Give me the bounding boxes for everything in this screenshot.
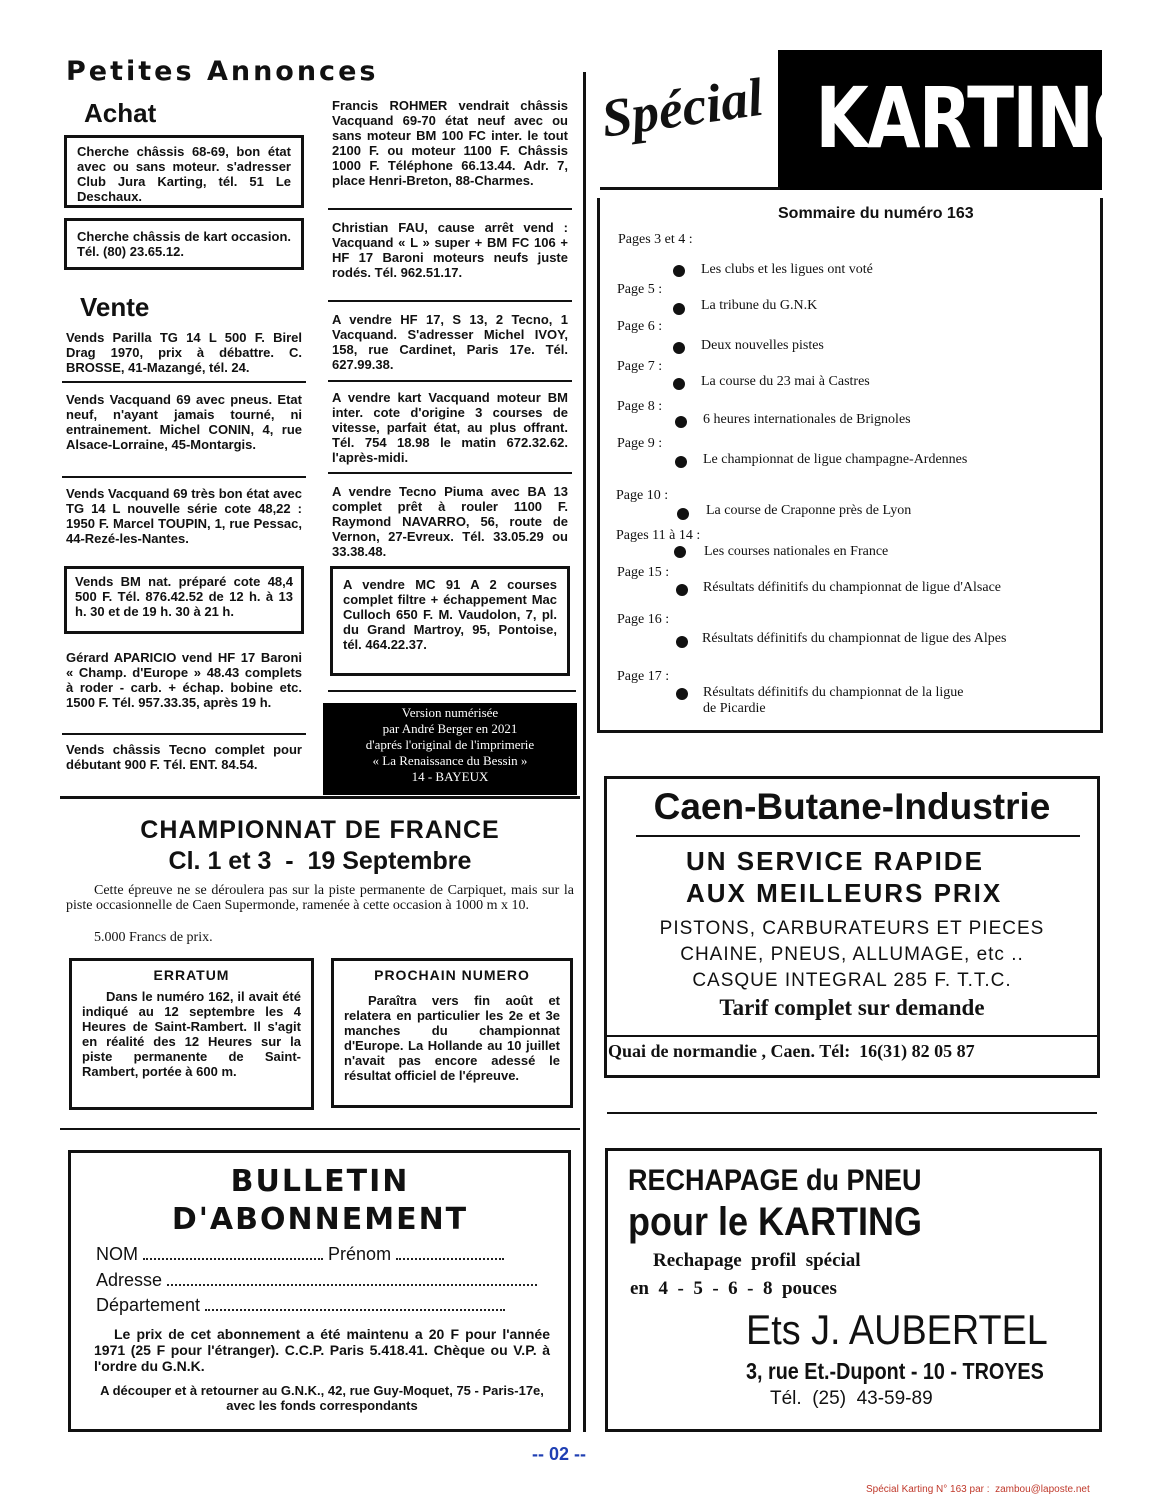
- toc-page-1: Pages 3 et 4 :: [618, 232, 693, 247]
- version-note-line-4: « La Renaissance du Bessin »: [372, 753, 528, 768]
- caen-line-2: AUX MEILLEURS PRIX: [686, 878, 1003, 908]
- bullet-icon: [673, 265, 685, 277]
- prochain-text: Paraîtra vers fin août et relatera en particulier les 2e et 3e manches du championnat d'Europe. La Hollande au 10 juillet n'avait pas encore adessé le résultat officiel de l'épreuve.: [344, 993, 560, 1083]
- toc-item-11-cont: de Picardie: [703, 701, 766, 716]
- toc-page-5: Page 8 :: [617, 399, 663, 414]
- caen-address-rule: [606, 1035, 1098, 1037]
- nom-row: [96, 1244, 546, 1265]
- departement-label: Département: [96, 1295, 201, 1315]
- bullet-icon: [674, 546, 686, 558]
- erratum-box: [69, 958, 314, 1110]
- vente-ad-6: Vends châssis Tecno complet pour débutant 900 F. Tél. ENT. 84.54.: [66, 742, 302, 772]
- toc-item-7[interactable]: La course de Craponne près de Lyon: [706, 503, 912, 518]
- masthead-karting: KARTING: [815, 69, 1148, 167]
- bullet-icon: [673, 303, 685, 315]
- rechapage-line-4: en 4 - 5 - 6 - 8 pouces: [630, 1278, 837, 1299]
- toc-page-2: Page 5 :: [617, 282, 663, 297]
- bulletin-title-2: D'ABONNEMENT: [171, 1202, 469, 1237]
- toc-item-11[interactable]: Résultats définitifs du championnat de la ligue: [703, 685, 964, 700]
- divider: [62, 381, 306, 383]
- divider: [328, 690, 576, 692]
- section-divider: [607, 1112, 1097, 1114]
- bullet-icon: [673, 342, 685, 354]
- departement-field[interactable]: [205, 1299, 505, 1311]
- prochain-title: PROCHAIN NUMERO: [374, 967, 530, 983]
- erratum-title: ERRATUM: [153, 967, 230, 983]
- toc-item-3[interactable]: Deux nouvelles pistes: [701, 338, 824, 353]
- masthead-karting-block: [778, 50, 1148, 190]
- bullet-icon: [675, 416, 687, 428]
- bullet-icon: [676, 688, 688, 700]
- vente-ad-12-text: A vendre MC 91 A 2 courses complet filtre + échappement Mac Culloch 650 F. M. Vaudolon, 7, pl. du Grand Martroy, 95, Pontoise, tél. 464.22.37.: [343, 577, 557, 652]
- version-note-line-5: 14 - BAYEUX: [411, 769, 489, 784]
- section-divider: [60, 1128, 580, 1130]
- vente-ad-12: [330, 566, 570, 676]
- achat-ad-1: [64, 135, 304, 208]
- caen-line-1: UN SERVICE RAPIDE: [686, 846, 984, 876]
- prochain-box: [331, 958, 573, 1108]
- version-note-line-1: Version numérisée: [401, 705, 499, 720]
- toc-page-8: Pages 11 à 14 :: [616, 528, 701, 543]
- caen-tarif: Tarif complet sur demande: [719, 995, 985, 1020]
- adresse-label: Adresse: [96, 1270, 163, 1290]
- toc-item-8[interactable]: Les courses nationales en France: [704, 544, 889, 559]
- bullet-icon: [676, 636, 688, 648]
- departement-row: [96, 1295, 546, 1316]
- vente-ad-2: Vends Vacquand 69 avec pneus. Etat neuf, n'ayant jamais tourné, ni entrainement. Michel CONIN, 4, rue Alsace-Lorraine, 45-Montargis.: [66, 392, 302, 452]
- caen-address: Quai de normandie , Caen. Tél: 16(31) 82 05 87: [608, 1041, 975, 1061]
- erratum-text: Dans le numéro 162, il avait été indiqué au 12 septembre les 4 Heures de Saint-Rambert. Il s'agit en réalité des 12 Heures sur la piste permanente de Saint-Rambert, portée à 600 m.: [82, 989, 301, 1079]
- caen-line-5: CASQUE INTEGRAL 285 F. T.T.C.: [692, 970, 1012, 991]
- adresse-field[interactable]: [167, 1274, 537, 1286]
- nom-field[interactable]: [143, 1248, 323, 1260]
- toc-item-5[interactable]: 6 heures internationales de Brignoles: [703, 412, 911, 427]
- toc-page-11: Page 17 :: [617, 669, 670, 684]
- vente-ad-9: A vendre HF 17, S 13, 2 Tecno, 1 Vacquand. S'adresser Michel IVOY, 158, rue Cardinet, Paris 17e. Tél. 627.99.38.: [332, 312, 568, 372]
- vente-ad-4-text: Vends BM nat. préparé cote 48,4 500 F. Tél. 876.42.52 de 12 h. à 13 h. 30 et de 19 h. 30 à 21 h.: [75, 574, 293, 619]
- championnat-prize: 5.000 Francs de prix.: [94, 930, 213, 945]
- bullet-icon: [677, 508, 689, 520]
- toc-item-2[interactable]: La tribune du G.N.K: [701, 298, 818, 313]
- bullet-icon: [673, 378, 685, 390]
- section-divider: [60, 796, 580, 799]
- divider: [328, 380, 572, 382]
- rechapage-line-3: Rechapage profil spécial: [653, 1250, 861, 1271]
- divider: [328, 472, 572, 474]
- toc-page-9: Page 15 :: [617, 565, 670, 580]
- adresse-row: [96, 1270, 546, 1291]
- toc-page-6: Page 9 :: [617, 436, 663, 451]
- divider: [62, 733, 306, 735]
- toc-item-9[interactable]: Résultats définitifs du championnat de ligue d'Alsace: [703, 580, 1002, 595]
- rechapage-company: Ets J. AUBERTEL: [746, 1306, 1048, 1353]
- vente-ad-8: Christian FAU, cause arrêt vend : Vacquand « L » super + BM FC 106 + HF 17 Baroni moteurs neufs juste rodés. Tél. 962.51.17.: [332, 220, 568, 280]
- rechapage-tel: Tél. (25) 43-59-89: [770, 1388, 933, 1409]
- bulletin-decouper: A découper et à retourner au G.N.K., 42, rue Guy-Moquet, 75 - Paris-17e, avec les fonds correspondants: [100, 1383, 544, 1413]
- vente-heading: Vente: [80, 292, 150, 322]
- bulletin-price-text: Le prix de cet abonnement a été maintenu a 20 F pour l'année 1971 (25 F pour l'étranger). C.C.P. Paris 5.418.41. Chèque ou V.P. à l'ordre du G.N.K.: [94, 1326, 550, 1374]
- version-note-line-2: par André Berger en 2021: [382, 721, 518, 736]
- caen-butane-name: Caen-Butane-Industrie: [653, 786, 1051, 827]
- championnat-body: Cette épreuve ne se déroulera pas sur la piste permanente de Carpiquet, mais sur la piste occasionnelle de Caen Supermonde, ramenée à cette occasion à 1000 m x 10.: [66, 883, 574, 913]
- caen-butane-rule: [636, 835, 1080, 837]
- championnat-text: [66, 883, 574, 913]
- toc-item-1[interactable]: Les clubs et les ligues ont voté: [701, 262, 873, 277]
- achat-ad-2-text: Cherche châssis de kart occasion. Tél. (80) 23.65.12.: [77, 229, 291, 259]
- bulletin-title-1: BULLETIN: [230, 1164, 410, 1199]
- divider: [328, 300, 572, 302]
- version-note-line-3: d'aprés l'original de l'imprimerie: [365, 737, 535, 752]
- championnat-title-2: Cl. 1 et 3 - 19 Septembre: [168, 847, 472, 875]
- vente-ad-10: A vendre kart Vacquand moteur BM inter. cote d'origine 3 courses de vitesse, parfait état, au plus offrant. Tél. 754 18.98 le matin 672.32.62. l'après-midi.: [332, 390, 568, 465]
- achat-ad-2: [64, 218, 304, 270]
- petites-annonces-title: Petites Annonces: [66, 56, 379, 87]
- toc-item-6[interactable]: Le championnat de ligue champagne-Ardennes: [703, 452, 968, 467]
- caen-line-4: CHAINE, PNEUS, ALLUMAGE, etc ..: [680, 944, 1024, 965]
- vente-ad-1: Vends Parilla TG 14 L 500 F. Birel Drag 1970, prix à débattre. C. BROSSE, 41-Mazangé, tél. 24.: [66, 330, 302, 375]
- footer-credit: Spécial Karting N° 163 par : zambou@laposte.net: [866, 1484, 1090, 1495]
- toc-item-4[interactable]: La course du 23 mai à Castres: [701, 374, 870, 389]
- masthead: [597, 50, 1148, 190]
- divider: [62, 476, 306, 478]
- bullet-icon: [676, 584, 688, 596]
- championnat-title-1: CHAMPIONNAT DE FRANCE: [140, 816, 500, 844]
- achat-heading: Achat: [84, 98, 157, 128]
- rechapage-address: 3, rue Et.-Dupont - 10 - TROYES: [746, 1358, 1044, 1384]
- masthead-underline: [600, 187, 780, 190]
- rechapage-line-1: RECHAPAGE du PNEU: [628, 1164, 922, 1197]
- vente-ad-7: Francis ROHMER vendrait châssis Vacquand 69-70 état neuf avec ou sans moteur BM 100 FC inter. le tout 2100 F. ou moteur 1100 F. Châssis 1000 F. Téléphone 66.13.44. Adr. 7, place Henri-Breton, 88-Charmes.: [332, 98, 568, 188]
- column-divider: [583, 72, 586, 1432]
- caen-line-3: PISTONS, CARBURATEURS ET PIECES: [659, 918, 1045, 939]
- toc-item-10[interactable]: Résultats définitifs du championnat de ligue des Alpes: [702, 631, 1007, 646]
- toc-page-3: Page 6 :: [617, 319, 663, 334]
- prenom-label: Prénom: [328, 1244, 392, 1264]
- achat-ad-1-text: Cherche châssis 68-69, bon état avec ou sans moteur. s'adresser Club Jura Karting, tél. 51 Le Deschaux.: [77, 144, 291, 204]
- rechapage-line-2: pour le KARTING: [628, 1200, 923, 1244]
- toc-page-10: Page 16 :: [617, 612, 670, 627]
- toc-page-4: Page 7 :: [617, 359, 663, 374]
- toc-page-7: Page 10 :: [616, 488, 669, 503]
- vente-ad-4: [64, 566, 304, 634]
- vente-ad-5: Gérard APARICIO vend HF 17 Baroni « Champ. d'Europe » 48.43 complets à roder - carb. + échap. bobine etc. 1500 F. Tél. 957.33.35, après 19 h.: [66, 650, 302, 710]
- sommaire-title: Sommaire du numéro 163: [778, 205, 974, 222]
- masthead-special: Spécial: [597, 66, 767, 149]
- vente-ad-3: Vends Vacquand 69 très bon état avec TG 14 L nouvelle série cote 48,22 : 1950 F. Marcel TOUPIN, 1, rue Pessac, 44-Rezé-les-Nantes.: [66, 486, 302, 546]
- version-note: [323, 703, 577, 795]
- vente-ad-11: A vendre Tecno Piuma avec BA 13 complet prêt à rouler 1100 F. Raymond NAVARRO, 56, route de Vernon, 27-Evreux. Tél. 33.05.29 ou 33.38.48.: [332, 484, 568, 559]
- nom-label: NOM: [96, 1244, 138, 1264]
- bullet-icon: [675, 456, 687, 468]
- page-number: -- 02 --: [532, 1444, 586, 1464]
- divider: [328, 208, 572, 210]
- prenom-field[interactable]: [396, 1248, 504, 1260]
